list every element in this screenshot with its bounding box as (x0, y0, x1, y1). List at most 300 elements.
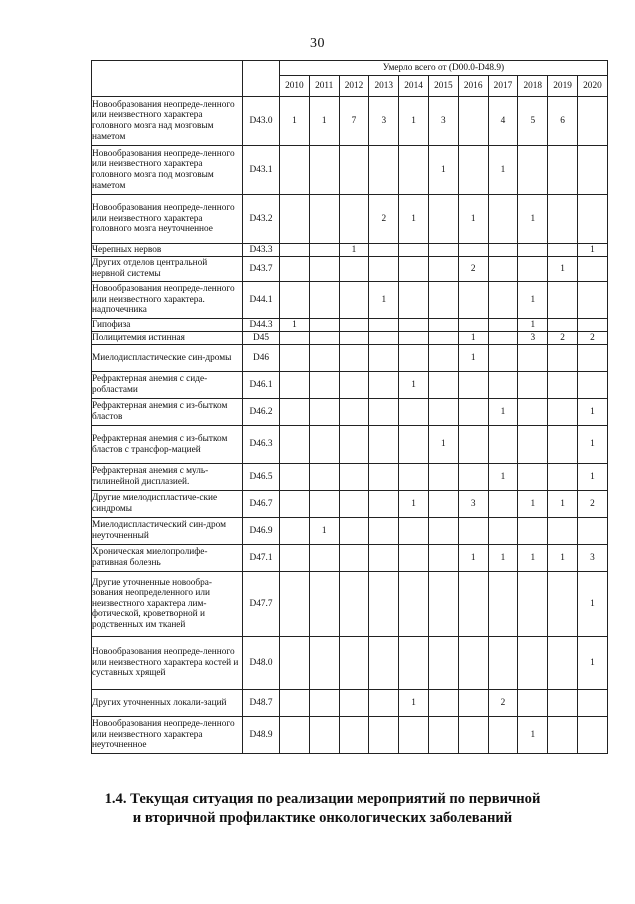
value-cell (428, 491, 458, 518)
value-cell (428, 319, 458, 332)
value-cell: 3 (518, 332, 548, 345)
value-cell (280, 399, 310, 426)
row-name-cell: Гипофиза (92, 319, 243, 332)
value-cell (309, 146, 339, 195)
value-cell (339, 372, 369, 399)
table-row (92, 717, 608, 754)
row-code-cell: D48.7 (243, 690, 280, 717)
value-cell (339, 332, 369, 345)
value-cell: 2 (488, 690, 518, 717)
value-cell: 1 (309, 518, 339, 545)
value-cell: 1 (399, 372, 429, 399)
value-cell (548, 426, 578, 464)
value-cell: 1 (518, 545, 548, 572)
value-cell (309, 545, 339, 572)
value-cell: 3 (458, 491, 488, 518)
value-cell (518, 637, 548, 690)
value-cell (309, 282, 339, 319)
value-cell: 1 (280, 319, 310, 332)
value-cell (577, 319, 607, 332)
value-cell (399, 282, 429, 319)
value-cell (339, 257, 369, 282)
value-cell (577, 690, 607, 717)
value-cell (428, 332, 458, 345)
value-cell (309, 426, 339, 464)
year-header-cell: 2013 (369, 76, 399, 97)
table-row (92, 518, 608, 545)
table-row (92, 332, 608, 345)
row-name-cell: Других уточненных локали-заций (92, 690, 243, 717)
value-cell (458, 319, 488, 332)
value-cell: 2 (458, 257, 488, 282)
value-cell (309, 244, 339, 257)
value-cell (280, 195, 310, 244)
table-row (92, 319, 608, 332)
value-cell: 1 (399, 97, 429, 146)
value-cell: 1 (399, 491, 429, 518)
value-cell (488, 572, 518, 637)
value-cell: 1 (577, 244, 607, 257)
row-code-cell: D48.0 (243, 637, 280, 690)
value-cell (458, 717, 488, 754)
value-cell (309, 195, 339, 244)
value-cell: 1 (399, 690, 429, 717)
value-cell (369, 244, 399, 257)
year-header-cell: 2018 (518, 76, 548, 97)
value-cell (309, 690, 339, 717)
value-cell (369, 545, 399, 572)
value-cell (369, 690, 399, 717)
value-cell: 1 (458, 195, 488, 244)
value-cell (309, 491, 339, 518)
value-cell (339, 146, 369, 195)
value-cell (399, 146, 429, 195)
row-name-cell: Новообразования неопреде-ленного или неизвестного характера неуточненное (92, 717, 243, 754)
row-name-cell: Рефрактерная анемия с сиде-робластами (92, 372, 243, 399)
value-cell: 1 (309, 97, 339, 146)
row-name-cell: Новообразования неопреде-ленного или неизвестного характера головного мозга неуточненное (92, 195, 243, 244)
year-header-cell: 2011 (309, 76, 339, 97)
table-row (92, 195, 608, 244)
table-header-row (92, 61, 608, 76)
value-cell (309, 372, 339, 399)
value-cell (339, 690, 369, 717)
value-cell (428, 399, 458, 426)
value-cell (339, 282, 369, 319)
row-name-cell: Рефрактерная анемия с из-бытком бластов (92, 399, 243, 426)
row-name-cell: Другие уточненные новообра-зования неопределенного или неизвестного характера лим-фотической, кроветворной и родственных им тканей (92, 572, 243, 637)
value-cell: 1 (488, 545, 518, 572)
value-cell (548, 518, 578, 545)
table-row (92, 545, 608, 572)
value-cell (399, 257, 429, 282)
table-row (92, 372, 608, 399)
value-cell (518, 345, 548, 372)
table-body (92, 61, 608, 754)
value-cell (309, 332, 339, 345)
value-cell (458, 637, 488, 690)
value-cell (369, 518, 399, 545)
value-cell (369, 717, 399, 754)
year-header-cell: 2010 (280, 76, 310, 97)
value-cell (428, 637, 458, 690)
value-cell (339, 545, 369, 572)
row-code-cell: D44.1 (243, 282, 280, 319)
row-code-cell: D46.3 (243, 426, 280, 464)
value-cell (280, 426, 310, 464)
value-cell (399, 518, 429, 545)
value-cell (518, 399, 548, 426)
value-cell: 1 (399, 195, 429, 244)
row-name-cell: Новообразования неопреде-ленного или неизвестного характера головного мозга под мозговым наметом (92, 146, 243, 195)
value-cell (488, 491, 518, 518)
value-cell (280, 146, 310, 195)
value-cell (488, 637, 518, 690)
year-header-cell: 2015 (428, 76, 458, 97)
value-cell (428, 282, 458, 319)
value-cell (548, 146, 578, 195)
row-name-cell: Рефрактерная анемия с из-бытком бластов с трансфор-мацией (92, 426, 243, 464)
value-cell: 1 (518, 195, 548, 244)
value-cell (339, 319, 369, 332)
value-cell (369, 146, 399, 195)
value-cell (518, 518, 548, 545)
value-cell: 1 (577, 572, 607, 637)
value-cell: 2 (577, 491, 607, 518)
table-row (92, 637, 608, 690)
value-cell (369, 637, 399, 690)
value-cell (280, 257, 310, 282)
value-cell: 1 (488, 146, 518, 195)
value-cell (369, 345, 399, 372)
value-cell: 1 (280, 97, 310, 146)
value-cell (548, 282, 578, 319)
table-row (92, 426, 608, 464)
value-cell (458, 464, 488, 491)
value-cell (488, 244, 518, 257)
value-cell (458, 244, 488, 257)
row-code-cell: D43.1 (243, 146, 280, 195)
table-row (92, 690, 608, 717)
value-cell (458, 97, 488, 146)
value-cell (488, 717, 518, 754)
row-code-cell: D43.7 (243, 257, 280, 282)
value-cell (339, 717, 369, 754)
table-row (92, 282, 608, 319)
value-cell (488, 345, 518, 372)
year-header-cell: 2017 (488, 76, 518, 97)
table-row (92, 345, 608, 372)
value-cell (518, 146, 548, 195)
row-code-cell: D43.3 (243, 244, 280, 257)
row-code-cell: D46.1 (243, 372, 280, 399)
value-cell (399, 244, 429, 257)
value-cell (548, 195, 578, 244)
value-cell: 1 (428, 426, 458, 464)
value-cell (280, 545, 310, 572)
value-cell (458, 518, 488, 545)
value-cell (369, 319, 399, 332)
deaths-caption: Умерло всего от (D00.0-D48.9) (280, 61, 608, 76)
value-cell (548, 372, 578, 399)
value-cell (428, 572, 458, 637)
value-cell (518, 572, 548, 637)
value-cell: 2 (369, 195, 399, 244)
value-cell (548, 690, 578, 717)
value-cell: 1 (548, 545, 578, 572)
value-cell (280, 282, 310, 319)
value-cell (548, 572, 578, 637)
value-cell (488, 518, 518, 545)
value-cell (280, 491, 310, 518)
row-code-cell: D46 (243, 345, 280, 372)
value-cell (518, 244, 548, 257)
value-cell (280, 244, 310, 257)
value-cell (309, 572, 339, 637)
value-cell (309, 464, 339, 491)
row-name-cell: Хроническая миелопролифе-ративная болезнь (92, 545, 243, 572)
value-cell (339, 637, 369, 690)
value-cell (458, 282, 488, 319)
value-cell (488, 372, 518, 399)
table-row (92, 491, 608, 518)
value-cell: 1 (488, 399, 518, 426)
value-cell (280, 518, 310, 545)
value-cell: 1 (577, 637, 607, 690)
row-name-cell: Новообразования неопреде-ленного или неизвестного характера. надпочечника (92, 282, 243, 319)
table-row (92, 257, 608, 282)
value-cell (339, 399, 369, 426)
value-cell (577, 717, 607, 754)
row-code-cell: D47.1 (243, 545, 280, 572)
value-cell: 1 (518, 319, 548, 332)
table-row (92, 244, 608, 257)
row-name-cell: Других отделов центральной нервной системы (92, 257, 243, 282)
value-cell (577, 282, 607, 319)
value-cell (577, 97, 607, 146)
section-heading-line-2: и вторичной профилактике онкологических заболеваний (132, 809, 513, 826)
value-cell (309, 637, 339, 690)
value-cell (399, 426, 429, 464)
value-cell (309, 319, 339, 332)
value-cell (458, 690, 488, 717)
value-cell (280, 332, 310, 345)
value-cell: 1 (577, 464, 607, 491)
value-cell (280, 372, 310, 399)
value-cell (458, 426, 488, 464)
value-cell (428, 518, 458, 545)
value-cell (369, 372, 399, 399)
value-cell (369, 491, 399, 518)
value-cell (369, 426, 399, 464)
table-row (92, 572, 608, 637)
value-cell: 2 (548, 332, 578, 345)
value-cell (488, 257, 518, 282)
row-name-cell: Миелодиспластический син-дром неуточненный (92, 518, 243, 545)
value-cell: 1 (458, 332, 488, 345)
value-cell (428, 257, 458, 282)
value-cell (548, 319, 578, 332)
value-cell (428, 545, 458, 572)
row-code-cell: D45 (243, 332, 280, 345)
row-name-cell: Другие миелодиспластиче-ские синдромы (92, 491, 243, 518)
value-cell (488, 426, 518, 464)
value-cell: 2 (577, 332, 607, 345)
row-name-cell: Черепных нервов (92, 244, 243, 257)
value-cell (309, 717, 339, 754)
value-cell (399, 637, 429, 690)
page-number: 30 (310, 36, 325, 51)
value-cell: 1 (518, 282, 548, 319)
value-cell (577, 195, 607, 244)
value-cell: 6 (548, 97, 578, 146)
value-cell (399, 545, 429, 572)
year-header-cell: 2014 (399, 76, 429, 97)
value-cell (309, 399, 339, 426)
value-cell (369, 257, 399, 282)
row-code-cell: D43.0 (243, 97, 280, 146)
value-cell (309, 257, 339, 282)
value-cell (399, 717, 429, 754)
value-cell (428, 690, 458, 717)
value-cell (577, 146, 607, 195)
value-cell (548, 399, 578, 426)
header-blank-code (243, 61, 280, 97)
row-name-cell: Новообразования неопреде-ленного или неизвестного характера головного мозга над мозговым наметом (92, 97, 243, 146)
row-code-cell: D44.3 (243, 319, 280, 332)
value-cell (399, 399, 429, 426)
value-cell: 1 (518, 717, 548, 754)
value-cell (369, 572, 399, 637)
value-cell (518, 426, 548, 464)
value-cell: 4 (488, 97, 518, 146)
row-code-cell: D46.7 (243, 491, 280, 518)
row-code-cell: D48.9 (243, 717, 280, 754)
value-cell (428, 372, 458, 399)
value-cell (458, 146, 488, 195)
value-cell (369, 464, 399, 491)
value-cell: 1 (548, 257, 578, 282)
value-cell: 1 (548, 491, 578, 518)
value-cell (518, 690, 548, 717)
value-cell (577, 372, 607, 399)
mortality-table (91, 60, 608, 754)
value-cell (548, 244, 578, 257)
value-cell: 1 (369, 282, 399, 319)
value-cell (280, 572, 310, 637)
value-cell (488, 195, 518, 244)
value-cell (339, 195, 369, 244)
value-cell: 1 (577, 399, 607, 426)
value-cell: 5 (518, 97, 548, 146)
value-cell (369, 399, 399, 426)
value-cell (577, 518, 607, 545)
value-cell (339, 518, 369, 545)
value-cell (399, 332, 429, 345)
row-code-cell: D46.2 (243, 399, 280, 426)
table-row (92, 97, 608, 146)
header-blank-name (92, 61, 243, 97)
value-cell (458, 372, 488, 399)
value-cell (280, 464, 310, 491)
value-cell (458, 399, 488, 426)
table-row (92, 399, 608, 426)
value-cell: 1 (458, 345, 488, 372)
year-header-cell: 2016 (458, 76, 488, 97)
row-name-cell: Миелодиспластические син-дромы (92, 345, 243, 372)
value-cell: 1 (339, 244, 369, 257)
value-cell: 1 (518, 491, 548, 518)
value-cell: 7 (339, 97, 369, 146)
value-cell (428, 345, 458, 372)
value-cell (369, 332, 399, 345)
value-cell (399, 345, 429, 372)
row-name-cell: Рефрактерная анемия с муль-тилинейной дисплазией. (92, 464, 243, 491)
value-cell (548, 637, 578, 690)
value-cell (518, 372, 548, 399)
value-cell (339, 426, 369, 464)
value-cell: 1 (428, 146, 458, 195)
row-code-cell: D46.5 (243, 464, 280, 491)
value-cell (577, 345, 607, 372)
value-cell (339, 491, 369, 518)
value-cell (280, 717, 310, 754)
table-row (92, 464, 608, 491)
value-cell (399, 572, 429, 637)
value-cell: 3 (577, 545, 607, 572)
row-code-cell: D46.9 (243, 518, 280, 545)
value-cell (309, 345, 339, 372)
value-cell (548, 464, 578, 491)
value-cell: 1 (577, 426, 607, 464)
value-cell (428, 464, 458, 491)
value-cell (548, 345, 578, 372)
section-heading-line-1: 1.4. Текущая ситуация по реализации мероприятий по первичной (104, 791, 541, 807)
value-cell: 3 (428, 97, 458, 146)
value-cell (339, 464, 369, 491)
value-cell: 1 (458, 545, 488, 572)
row-name-cell: Полицитемия истинная (92, 332, 243, 345)
year-header-cell: 2020 (577, 76, 607, 97)
value-cell (577, 257, 607, 282)
value-cell (488, 332, 518, 345)
value-cell (339, 345, 369, 372)
value-cell (428, 244, 458, 257)
value-cell (280, 637, 310, 690)
value-cell (458, 572, 488, 637)
value-cell: 1 (488, 464, 518, 491)
row-code-cell: D47.7 (243, 572, 280, 637)
value-cell (280, 345, 310, 372)
value-cell (399, 319, 429, 332)
value-cell (488, 282, 518, 319)
table-row (92, 146, 608, 195)
section-heading (60, 790, 585, 827)
row-code-cell: D43.2 (243, 195, 280, 244)
value-cell (488, 319, 518, 332)
value-cell: 3 (369, 97, 399, 146)
year-header-cell: 2012 (339, 76, 369, 97)
value-cell (428, 195, 458, 244)
value-cell (518, 257, 548, 282)
value-cell (548, 717, 578, 754)
value-cell (518, 464, 548, 491)
value-cell (428, 717, 458, 754)
row-name-cell: Новообразования неопреде-ленного или неизвестного характера костей и суставных хрящей (92, 637, 243, 690)
value-cell (339, 572, 369, 637)
value-cell (399, 464, 429, 491)
value-cell (280, 690, 310, 717)
